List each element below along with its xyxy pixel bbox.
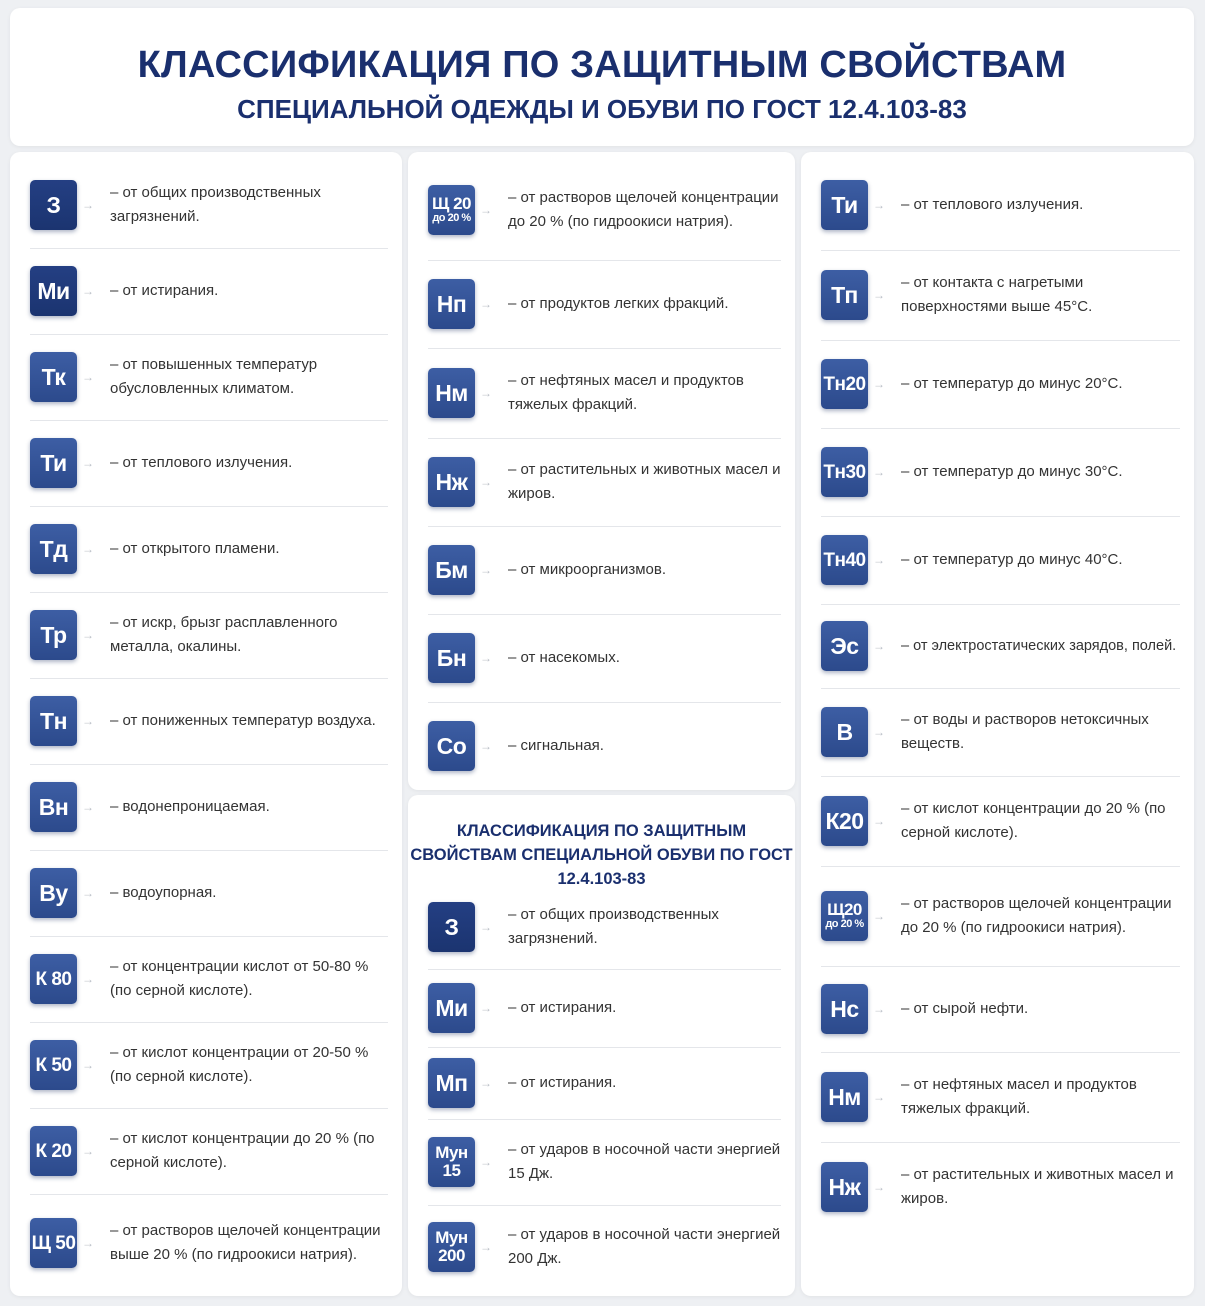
item-description: – от температур до минус 40°С. bbox=[901, 551, 1123, 568]
list-item bbox=[30, 420, 388, 507]
arrow-icon: → bbox=[873, 639, 885, 653]
item-description: – от истирания. bbox=[508, 1074, 617, 1091]
arrow-icon: → bbox=[873, 814, 885, 828]
item-description: – от растительных и животных масел и жиров. bbox=[901, 1166, 1174, 1207]
code-badge: Эс bbox=[821, 621, 868, 671]
list-item bbox=[428, 969, 781, 1048]
code-badge: Нп bbox=[428, 279, 475, 329]
list-item bbox=[821, 1142, 1180, 1232]
list-item bbox=[30, 334, 388, 421]
item-description: – от теплового излучения. bbox=[901, 196, 1084, 213]
code-badge: Тк bbox=[30, 352, 77, 402]
list-item bbox=[428, 438, 781, 527]
item-description: – от искр, брызг расплавленного металла, окалины. bbox=[110, 614, 338, 655]
item-description: – от повышенных температур обусловленных климатом. bbox=[110, 356, 318, 397]
list-item bbox=[30, 506, 388, 593]
list-item bbox=[428, 348, 781, 439]
code-badge: З bbox=[428, 902, 475, 952]
code-badge bbox=[428, 1222, 475, 1272]
item-description: – от растворов щелочей концентрации до 20 % (по гидроокиси натрия). bbox=[508, 189, 779, 230]
code-badge: Ми bbox=[30, 266, 77, 316]
code-badge: Вн bbox=[30, 782, 77, 832]
column-clothing-3 bbox=[801, 152, 1194, 1296]
code-badge bbox=[821, 891, 868, 941]
arrow-icon: → bbox=[873, 1180, 885, 1194]
arrow-icon: → bbox=[873, 377, 885, 391]
code-badge: К 50 bbox=[30, 1040, 77, 1090]
arrow-icon: → bbox=[82, 972, 94, 986]
item-description: – от микроорганизмов. bbox=[508, 561, 666, 578]
code-badge: Тн20 bbox=[821, 359, 868, 409]
list-item bbox=[428, 702, 781, 790]
arrow-icon: → bbox=[873, 553, 885, 567]
code-badge-line1: Щ 20 bbox=[432, 194, 471, 214]
arrow-icon: → bbox=[82, 628, 94, 642]
code-badge bbox=[428, 1137, 475, 1187]
code-badge-line1: Щ20 bbox=[827, 900, 862, 920]
list-item bbox=[821, 250, 1180, 341]
item-description: – от открытого пламени. bbox=[110, 540, 280, 557]
arrow-icon: → bbox=[82, 284, 94, 298]
list-item bbox=[428, 526, 781, 615]
list-item bbox=[428, 260, 781, 349]
arrow-icon: → bbox=[873, 288, 885, 302]
list-item bbox=[30, 1198, 388, 1288]
list-item bbox=[821, 966, 1180, 1053]
arrow-icon: → bbox=[82, 198, 94, 212]
arrow-icon: → bbox=[82, 886, 94, 900]
arrow-icon: → bbox=[480, 920, 492, 934]
code-badge: Бм bbox=[428, 545, 475, 595]
arrow-icon: → bbox=[873, 725, 885, 739]
list-item bbox=[30, 162, 388, 249]
item-description: – от ударов в носочной части энергией 15 Дж. bbox=[508, 1141, 781, 1182]
arrow-icon: → bbox=[480, 1155, 492, 1169]
arrow-icon: → bbox=[873, 909, 885, 923]
column-clothing-1 bbox=[10, 152, 402, 1296]
code-badge-line2: до 20 % bbox=[432, 212, 471, 225]
code-badge-line2: 15 bbox=[442, 1161, 461, 1180]
item-description: – водоупорная. bbox=[110, 884, 217, 901]
item-description: – от воды и растворов нетоксичных веществ. bbox=[901, 711, 1149, 752]
list-item bbox=[30, 850, 388, 937]
item-description: – от нефтяных масел и продуктов тяжелых фракций. bbox=[901, 1076, 1137, 1117]
item-description: – от концентрации кислот от 50-80 % (по серной кислоте). bbox=[110, 958, 369, 999]
item-description: – сигнальная. bbox=[508, 737, 604, 754]
code-badge: З bbox=[30, 180, 77, 230]
list-item bbox=[30, 592, 388, 679]
item-description: – от растворов щелочей концентрации выше 20 % (по гидроокиси натрия). bbox=[110, 1222, 381, 1263]
code-badge: Тн bbox=[30, 696, 77, 746]
arrow-icon: → bbox=[82, 1058, 94, 1072]
item-description: – от пониженных температур воздуха. bbox=[110, 712, 376, 729]
item-description: – от истирания. bbox=[110, 282, 219, 299]
code-badge: Нм bbox=[428, 368, 475, 418]
arrow-icon: → bbox=[82, 370, 94, 384]
item-description: – от контакта с нагретыми поверхностями выше 45°С. bbox=[901, 274, 1093, 315]
arrow-icon: → bbox=[82, 1144, 94, 1158]
item-description: – от истирания. bbox=[508, 999, 617, 1016]
list-item bbox=[821, 428, 1180, 517]
code-badge: В bbox=[821, 707, 868, 757]
code-badge: Тн40 bbox=[821, 535, 868, 585]
code-badge: Тд bbox=[30, 524, 77, 574]
arrow-icon: → bbox=[873, 465, 885, 479]
code-badge: Тр bbox=[30, 610, 77, 660]
column-footwear bbox=[408, 795, 795, 1296]
code-badge: К 80 bbox=[30, 954, 77, 1004]
list-item bbox=[821, 688, 1180, 777]
arrow-icon: → bbox=[480, 1001, 492, 1015]
item-description: – от кислот концентрации от 20-50 % (по серной кислоте). bbox=[110, 1044, 369, 1085]
code-badge: Нж bbox=[821, 1162, 868, 1212]
list-item bbox=[428, 1119, 781, 1206]
arrow-icon: → bbox=[82, 1236, 94, 1250]
code-badge-line1: Мун bbox=[435, 1228, 468, 1248]
code-badge: Бн bbox=[428, 633, 475, 683]
list-item bbox=[821, 604, 1180, 689]
code-badge: Нм bbox=[821, 1072, 868, 1122]
list-item bbox=[30, 1022, 388, 1109]
arrow-icon: → bbox=[480, 203, 492, 217]
code-badge: Ти bbox=[821, 180, 868, 230]
code-badge: Мп bbox=[428, 1058, 475, 1108]
item-description: – от нефтяных масел и продуктов тяжелых фракций. bbox=[508, 372, 744, 413]
code-badge: Нж bbox=[428, 457, 475, 507]
arrow-icon: → bbox=[873, 198, 885, 212]
arrow-icon: → bbox=[873, 1002, 885, 1016]
item-description: – водонепроницаемая. bbox=[110, 798, 270, 815]
item-description: – от кислот концентрации до 20 % (по серной кислоте). bbox=[110, 1130, 375, 1171]
arrow-icon: → bbox=[82, 800, 94, 814]
arrow-icon: → bbox=[480, 651, 492, 665]
item-description: – от общих производственных загрязнений. bbox=[508, 906, 719, 947]
arrow-icon: → bbox=[480, 563, 492, 577]
code-badge-line1: Мун bbox=[435, 1143, 468, 1163]
code-badge: Щ 50 bbox=[30, 1218, 77, 1268]
item-description: – от электростатических зарядов, полей. bbox=[901, 638, 1177, 654]
list-item bbox=[428, 1047, 781, 1120]
arrow-icon: → bbox=[82, 714, 94, 728]
code-badge: Тн30 bbox=[821, 447, 868, 497]
item-description: – от продуктов легких фракций. bbox=[508, 295, 729, 312]
header-card bbox=[10, 8, 1194, 146]
item-description: – от температур до минус 20°С. bbox=[901, 375, 1123, 392]
list-item bbox=[30, 1108, 388, 1195]
list-item bbox=[821, 160, 1180, 251]
item-description: – от растительных и животных масел и жиров. bbox=[508, 461, 781, 502]
code-badge: Со bbox=[428, 721, 475, 771]
list-item bbox=[821, 516, 1180, 605]
list-item bbox=[428, 614, 781, 703]
arrow-icon: → bbox=[480, 386, 492, 400]
page-subtitle: СПЕЦИАЛЬНОЙ ОДЕЖДЫ И ОБУВИ ПО ГОСТ 12.4.103-83 bbox=[237, 94, 967, 124]
arrow-icon: → bbox=[82, 542, 94, 556]
code-badge: Ву bbox=[30, 868, 77, 918]
code-badge: К 20 bbox=[30, 1126, 77, 1176]
item-description: – от сырой нефти. bbox=[901, 1000, 1029, 1017]
list-item bbox=[428, 1205, 781, 1289]
code-badge: Тп bbox=[821, 270, 868, 320]
list-item bbox=[821, 1052, 1180, 1143]
arrow-icon: → bbox=[873, 1090, 885, 1104]
item-description: – от кислот концентрации до 20 % (по серной кислоте). bbox=[901, 800, 1166, 841]
list-item bbox=[30, 764, 388, 851]
code-badge: Ти bbox=[30, 438, 77, 488]
arrow-icon: → bbox=[82, 456, 94, 470]
item-description: – от ударов в носочной части энергией 200 Дж. bbox=[508, 1226, 781, 1267]
arrow-icon: → bbox=[480, 739, 492, 753]
code-badge: Ми bbox=[428, 983, 475, 1033]
list-item bbox=[821, 866, 1180, 967]
item-description: – от теплового излучения. bbox=[110, 454, 293, 471]
list-item bbox=[821, 340, 1180, 429]
code-badge-line2: 200 bbox=[438, 1246, 465, 1265]
arrow-icon: → bbox=[480, 1076, 492, 1090]
item-description: – от температур до минус 30°С. bbox=[901, 463, 1123, 480]
item-description: – от общих производственных загрязнений. bbox=[110, 184, 321, 225]
page-title: КЛАССИФИКАЦИЯ ПО ЗАЩИТНЫМ СВОЙСТВАМ bbox=[137, 44, 1067, 86]
code-badge: К20 bbox=[821, 796, 868, 846]
item-description: – от насекомых. bbox=[508, 649, 620, 666]
code-badge-line2: до 20 % bbox=[825, 918, 864, 931]
code-badge: Нс bbox=[821, 984, 868, 1034]
footwear-section-title: КЛАССИФИКАЦИЯ ПО ЗАЩИТНЫМ СВОЙСТВАМ СПЕЦИАЛЬНОЙ ОБУВИ ПО ГОСТ 12.4.103-83 bbox=[410, 822, 793, 888]
item-description: – от растворов щелочей концентрации до 20 % (по гидроокиси натрия). bbox=[901, 895, 1172, 936]
list-item bbox=[30, 936, 388, 1023]
arrow-icon: → bbox=[480, 1240, 492, 1254]
list-item bbox=[428, 160, 781, 261]
code-badge bbox=[428, 185, 475, 235]
column-clothing-2 bbox=[408, 152, 795, 790]
list-item bbox=[821, 776, 1180, 867]
arrow-icon: → bbox=[480, 475, 492, 489]
list-item bbox=[30, 248, 388, 335]
list-item bbox=[30, 678, 388, 765]
list-item bbox=[428, 885, 781, 970]
arrow-icon: → bbox=[480, 297, 492, 311]
